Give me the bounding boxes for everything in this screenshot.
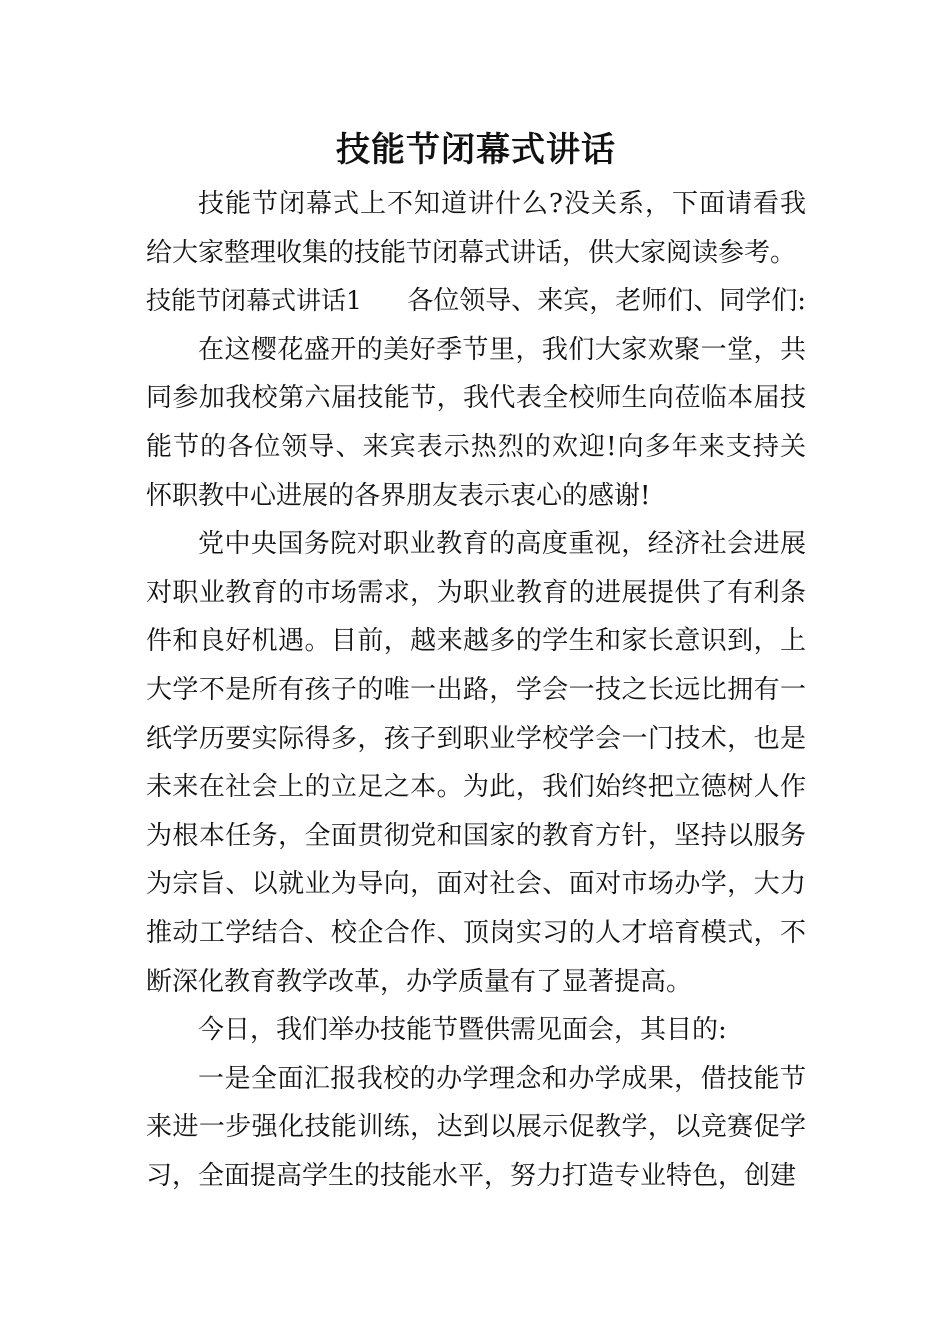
document-page — [146, 120, 806, 1200]
intro-paragraph: 技能节闭幕式上不知道讲什么?没关系，下面请看我给大家整理收集的技能节闭幕式讲话，供大家阅读参考。 — [146, 189, 806, 268]
body-paragraph: 今日，我们举办技能节暨供需见面会，其目的: — [198, 1015, 727, 1046]
greeting-text: 各位领导、来宾，老师们、同学们: — [407, 286, 806, 317]
document-title: 技能节闭幕式讲话 — [336, 130, 616, 170]
body-paragraph: 一是全面汇报我校的办学理念和办学成果，借技能节来进一步强化技能训练，达到以展示促教学，以竞赛促学习，全面提高学生的技能水平，努力打造专业特色，创建 — [146, 1063, 806, 1191]
body-paragraph: 党中央国务院对职业教育的高度重视，经济社会进展对职业教育的市场需求，为职业教育的进展提供了有利条件和良好机遇。目前，越来越多的学生和家长意识到，上大学不是所有孩子的唯一出路，学会一技之长远比拥有一纸学历要实际得多，孩子到职业学校学会一门技术，也是未来在社会上的立足之本。为此，我们始终把立德树人作为根本任务，全面贯彻党和国家的教育方针，坚持以服务为宗旨、以就业为导向，面对社会、面对市场办学，大力推动工学结合、校企合作、顶岗实习的人才培育模式，不断深化教育教学改革，办学质量有了显著提高。 — [146, 529, 806, 997]
body-paragraph: 在这樱花盛开的美好季节里，我们大家欢聚一堂，共同参加我校第六届技能节，我代表全校师生向莅临本届技能节的各位领导、来宾表示热烈的欢迎!向多年来支持关怀职教中心进展的各界朋友表示衷心的感谢! — [146, 334, 806, 511]
section-heading-line — [146, 277, 806, 326]
section-label: 技能节闭幕式讲话1 — [146, 286, 362, 316]
